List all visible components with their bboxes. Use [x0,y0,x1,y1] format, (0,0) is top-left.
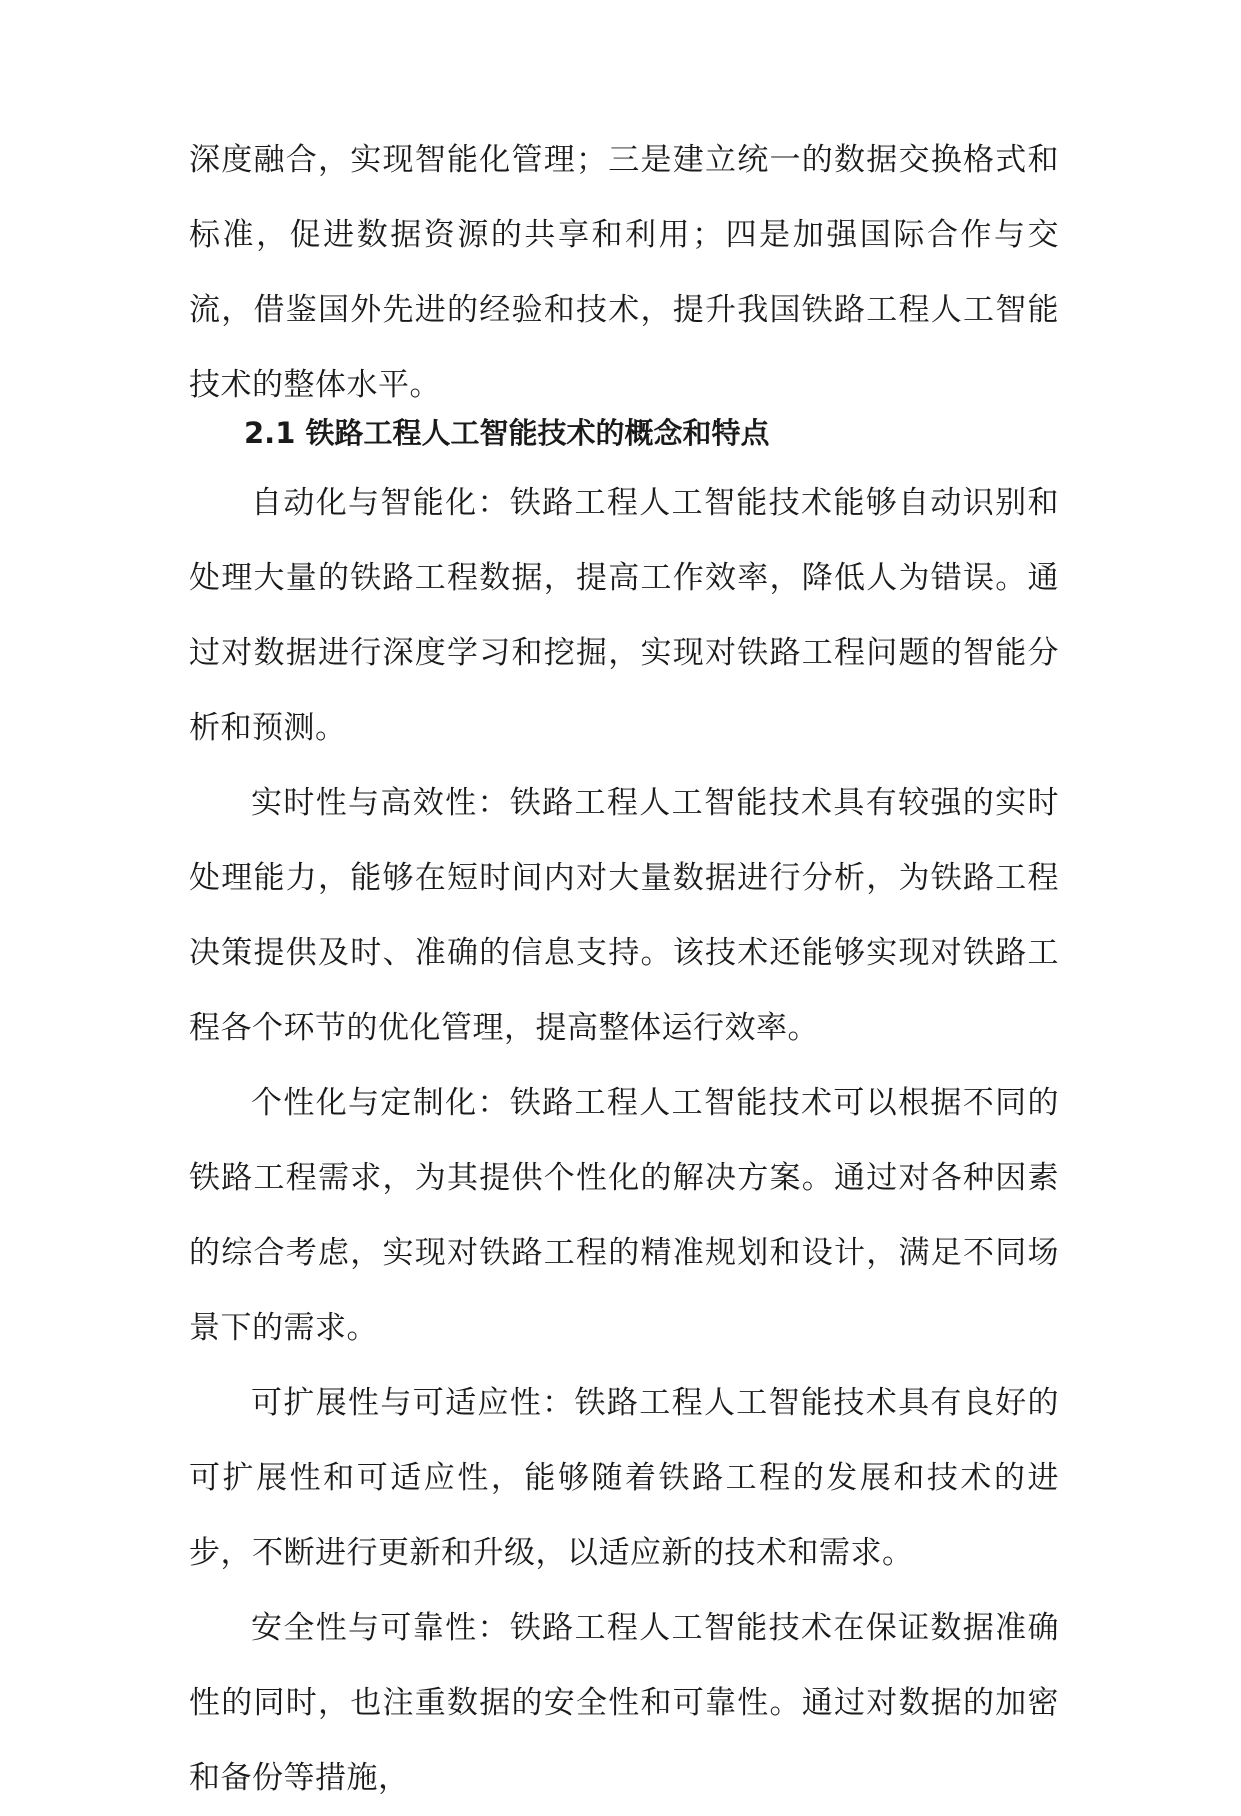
intro-paragraph: 深度融合，实现智能化管理；三是建立统一的数据交换格式和标准，促进数据资源的共享和利用；四是加强国际合作与交流，借鉴国外先进的经验和技术，提升我国铁路工程人工智能技术的整体水平。 [189,142,1059,403]
section-heading: 2.1 铁路工程人工智能技术的概念和特点 [244,416,770,450]
paragraph-personalization: 个性化与定制化：铁路工程人工智能技术可以根据不同的铁路工程需求，为其提供个性化的解决方案。通过对各种因素的综合考虑，实现对铁路工程的精准规划和设计，满足不同场景下的需求。 [189,1085,1059,1346]
section-body [189,466,1059,1816]
paragraph-security: 安全性与可靠性：铁路工程人工智能技术在保证数据准确性的同时，也注重数据的安全性和可靠性。通过对数据的加密和备份等措施， [189,1610,1059,1796]
paragraph-realtime: 实时性与高效性：铁路工程人工智能技术具有较强的实时处理能力，能够在短时间内对大量数据进行分析，为铁路工程决策提供及时、准确的信息支持。该技术还能够实现对铁路工程各个环节的优化管理，提高整体运行效率。 [189,785,1059,1046]
section-heading-block [189,413,1059,453]
paragraph-scalability: 可扩展性与可适应性：铁路工程人工智能技术具有良好的可扩展性和可适应性，能够随着铁路工程的发展和技术的进步，不断进行更新和升级，以适应新的技术和需求。 [189,1385,1059,1571]
intro-paragraph-block [189,123,1059,423]
paragraph-automation: 自动化与智能化：铁路工程人工智能技术能够自动识别和处理大量的铁路工程数据，提高工作效率，降低人为错误。通过对数据进行深度学习和挖掘，实现对铁路工程问题的智能分析和预测。 [189,485,1059,746]
